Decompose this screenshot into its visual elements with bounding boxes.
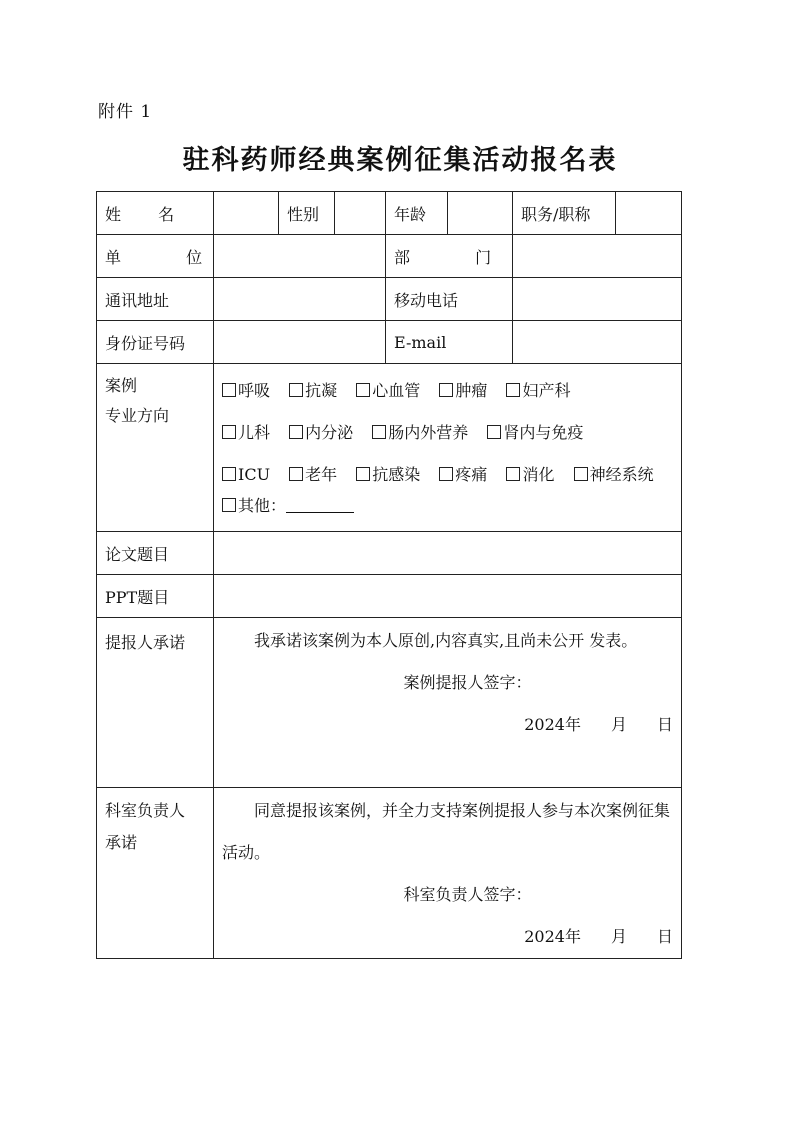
head-label	[97, 788, 214, 959]
option-obstetrics[interactable]: 妇产科	[506, 370, 570, 412]
gender-field[interactable]	[335, 192, 386, 235]
mobile-label: 移动电话	[386, 278, 513, 321]
position-field[interactable]	[616, 192, 682, 235]
head-date: 2024年 月 日	[524, 927, 673, 946]
checkbox-icon	[506, 467, 520, 481]
address-label: 通讯地址	[97, 278, 214, 321]
name-field[interactable]	[214, 192, 279, 235]
row-specialty	[97, 364, 682, 532]
option-pediatrics[interactable]: 儿科	[222, 412, 270, 454]
head-label-line2: 承诺	[105, 833, 138, 852]
pledge-label: 提报人承诺	[97, 618, 214, 788]
option-nutrition[interactable]: 肠内外营养	[372, 412, 468, 454]
option-other[interactable]: 其他：	[222, 496, 354, 516]
position-label: 职务/职称	[513, 192, 616, 235]
address-field[interactable]	[214, 278, 386, 321]
idcard-field[interactable]	[214, 321, 386, 364]
option-digestive[interactable]: 消化	[506, 454, 554, 496]
options-row-2	[222, 412, 673, 454]
options-row-4	[222, 496, 673, 526]
row-pledge	[97, 618, 682, 788]
checkbox-icon	[372, 425, 386, 439]
attachment-label: 附件 1	[98, 102, 153, 122]
option-respiratory[interactable]: 呼吸	[222, 370, 270, 412]
option-pain[interactable]: 疼痛	[439, 454, 487, 496]
row-address	[97, 278, 682, 321]
other-blank-field[interactable]	[286, 498, 354, 513]
row-ppt	[97, 575, 682, 618]
row-id	[97, 321, 682, 364]
option-geriatrics[interactable]: 老年	[289, 454, 337, 496]
email-field[interactable]	[513, 321, 682, 364]
checkbox-icon	[289, 383, 303, 397]
pledge-date: 2024年 月 日	[524, 715, 673, 734]
unit-field[interactable]	[214, 235, 386, 278]
option-anti-infection[interactable]: 抗感染	[356, 454, 420, 496]
option-nephrology[interactable]: 肾内与免疫	[487, 412, 583, 454]
checkbox-icon	[356, 383, 370, 397]
dept-field[interactable]	[513, 235, 682, 278]
options-row-1	[222, 370, 673, 412]
checkbox-icon	[439, 467, 453, 481]
head-text: 同意提报该案例，并全力支持案例提报人参与本次案例征集活动。	[222, 801, 671, 862]
gender-label: 性别	[279, 192, 335, 235]
row-unit	[97, 235, 682, 278]
ppt-field[interactable]	[214, 575, 682, 618]
head-content	[214, 788, 682, 959]
option-cardiovascular[interactable]: 心血管	[356, 370, 420, 412]
specialty-label-line2: 专业方向	[105, 406, 170, 425]
head-signature-label: 科室负责人签字：	[403, 885, 532, 904]
checkbox-icon	[574, 467, 588, 481]
age-field[interactable]	[448, 192, 513, 235]
checkbox-icon	[222, 498, 236, 512]
row-thesis	[97, 532, 682, 575]
options-row-3	[222, 454, 673, 496]
option-oncology[interactable]: 肿瘤	[439, 370, 487, 412]
checkbox-icon	[289, 467, 303, 481]
age-label: 年龄	[386, 192, 448, 235]
option-icu[interactable]: ICU	[222, 454, 270, 496]
thesis-label: 论文题目	[97, 532, 214, 575]
checkbox-icon	[222, 383, 236, 397]
checkbox-icon	[222, 467, 236, 481]
ppt-label: PPT题目	[97, 575, 214, 618]
row-basic-info	[97, 192, 682, 235]
row-head-pledge	[97, 788, 682, 959]
specialty-label	[97, 364, 214, 532]
pledge-content	[214, 618, 682, 788]
checkbox-icon	[289, 425, 303, 439]
unit-label: 单 位	[97, 235, 214, 278]
mobile-field[interactable]	[513, 278, 682, 321]
checkbox-icon	[439, 383, 453, 397]
option-endocrinology[interactable]: 内分泌	[289, 412, 353, 454]
thesis-field[interactable]	[214, 532, 682, 575]
idcard-label: 身份证号码	[97, 321, 214, 364]
dept-label: 部 门	[386, 235, 513, 278]
email-label: E-mail	[386, 321, 513, 364]
specialty-options	[214, 364, 682, 532]
checkbox-icon	[487, 425, 501, 439]
name-label: 姓 名	[97, 192, 214, 235]
checkbox-icon	[506, 383, 520, 397]
specialty-label-line1: 案例	[105, 376, 138, 395]
pledge-signature-label: 案例提报人签字：	[403, 673, 532, 692]
head-label-line1: 科室负责人	[105, 801, 186, 820]
option-anticoagulation[interactable]: 抗凝	[289, 370, 337, 412]
checkbox-icon	[356, 467, 370, 481]
registration-form-table	[96, 191, 682, 959]
form-title: 驻科药师经典案例征集活动报名表	[182, 145, 618, 176]
pledge-text: 我承诺该案例为本人原创,内容真实,且尚未公开 发表。	[254, 631, 638, 650]
checkbox-icon	[222, 425, 236, 439]
option-neurology[interactable]: 神经系统	[574, 454, 654, 496]
